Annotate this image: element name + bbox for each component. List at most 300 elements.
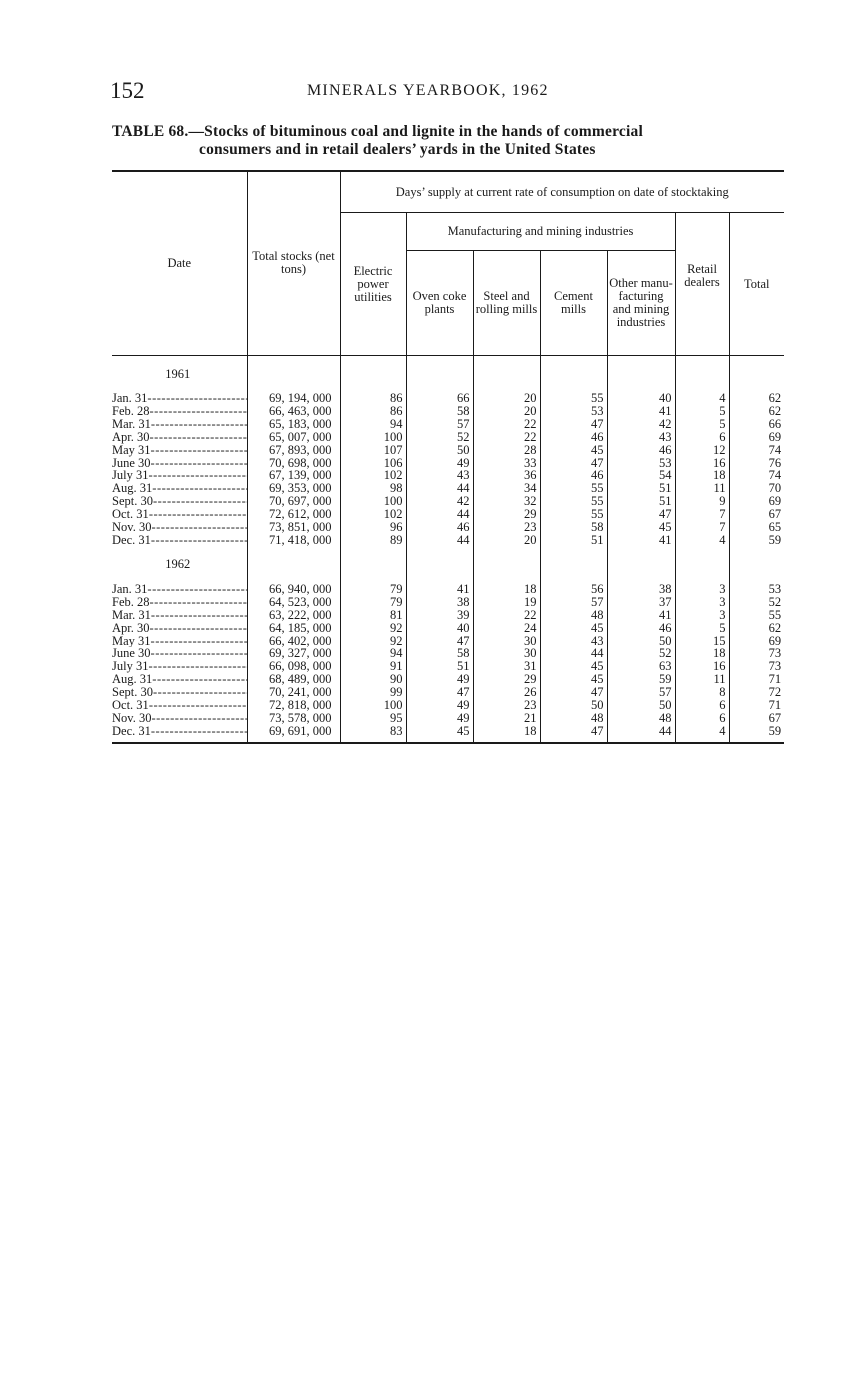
date-cell — [112, 622, 247, 635]
oven-coke-cell: 44 — [406, 534, 473, 547]
cement-mills-cell: 58 — [540, 521, 607, 534]
steel-rolling-cell: 29 — [473, 508, 540, 521]
total-cell: 59 — [729, 725, 784, 743]
date-label: July 31 ----- — [112, 660, 247, 673]
retail-dealers-cell: 3 — [675, 596, 729, 609]
electric-power-cell: 98 — [340, 482, 406, 495]
electric-power-cell: 89 — [340, 534, 406, 547]
other-manufacturing-cell: 57 — [607, 686, 675, 699]
table-row — [112, 431, 784, 444]
cement-mills-cell: 46 — [540, 431, 607, 444]
date-cell — [112, 418, 247, 431]
empty-cell — [607, 356, 675, 393]
electric-power-cell: 100 — [340, 699, 406, 712]
oven-coke-cell: 46 — [406, 521, 473, 534]
electric-power-cell: 91 — [340, 660, 406, 673]
total-stocks-cell: 69, 691, 000 — [247, 725, 340, 743]
electric-power-cell: 95 — [340, 712, 406, 725]
electric-power-cell: 86 — [340, 405, 406, 418]
date-label: Apr. 30 ----- — [112, 622, 247, 635]
oven-coke-cell: 41 — [406, 583, 473, 596]
retail-dealers-cell: 7 — [675, 508, 729, 521]
steel-rolling-cell: 28 — [473, 444, 540, 457]
electric-power-cell: 94 — [340, 418, 406, 431]
running-title: MINERALS YEARBOOK, 1962 — [307, 82, 549, 99]
retail-dealers-cell: 4 — [675, 392, 729, 405]
empty-cell — [540, 547, 607, 583]
steel-rolling-cell: 22 — [473, 418, 540, 431]
total-stocks-cell: 73, 578, 000 — [247, 712, 340, 725]
total-stocks-cell: 70, 241, 000 — [247, 686, 340, 699]
electric-power-cell: 86 — [340, 392, 406, 405]
retail-dealers-cell: 5 — [675, 405, 729, 418]
steel-rolling-cell: 23 — [473, 521, 540, 534]
steel-rolling-cell: 24 — [473, 622, 540, 635]
other-manufacturing-cell: 45 — [607, 521, 675, 534]
date-cell — [112, 635, 247, 648]
header-other-manufacturing: Other manu- facturing and mining industries — [607, 251, 675, 356]
oven-coke-cell: 66 — [406, 392, 473, 405]
header-steel-rolling: Steel and rolling mills — [473, 251, 540, 356]
empty-cell — [247, 547, 340, 583]
header-electric-power: Electric power utilities — [340, 213, 406, 356]
cement-mills-cell: 48 — [540, 712, 607, 725]
date-cell — [112, 609, 247, 622]
retail-dealers-cell: 4 — [675, 725, 729, 743]
empty-cell — [607, 547, 675, 583]
empty-cell — [406, 356, 473, 393]
table-row — [112, 712, 784, 725]
retail-dealers-cell: 5 — [675, 622, 729, 635]
table-row — [112, 495, 784, 508]
table-row — [112, 725, 784, 743]
other-manufacturing-cell: 59 — [607, 673, 675, 686]
date-cell — [112, 469, 247, 482]
retail-dealers-cell: 7 — [675, 521, 729, 534]
total-cell: 59 — [729, 534, 784, 547]
total-cell: 53 — [729, 583, 784, 596]
retail-dealers-cell: 8 — [675, 686, 729, 699]
total-cell: 69 — [729, 635, 784, 648]
date-label: June 30 ----- — [112, 457, 247, 470]
steel-rolling-cell: 21 — [473, 712, 540, 725]
date-cell — [112, 647, 247, 660]
electric-power-cell: 79 — [340, 583, 406, 596]
date-cell — [112, 405, 247, 418]
bottom-rule — [112, 743, 784, 744]
total-stocks-cell: 65, 183, 000 — [247, 418, 340, 431]
total-cell: 65 — [729, 521, 784, 534]
total-cell: 71 — [729, 673, 784, 686]
total-cell: 71 — [729, 699, 784, 712]
other-manufacturing-cell: 41 — [607, 405, 675, 418]
date-cell — [112, 534, 247, 547]
table-row — [112, 534, 784, 547]
date-cell — [112, 660, 247, 673]
other-manufacturing-cell: 40 — [607, 392, 675, 405]
header-days-supply: Days’ supply at current rate of consumption on date of stocktaking — [340, 171, 784, 213]
electric-power-cell: 102 — [340, 469, 406, 482]
retail-dealers-cell: 6 — [675, 431, 729, 444]
stocks-table-container — [112, 170, 784, 744]
retail-dealers-cell: 12 — [675, 444, 729, 457]
cement-mills-cell: 57 — [540, 596, 607, 609]
date-cell — [112, 699, 247, 712]
retail-dealers-cell: 5 — [675, 418, 729, 431]
caption-line-2: consumers and in retail dealers’ yards in the United States — [199, 141, 596, 158]
total-cell: 76 — [729, 457, 784, 470]
cement-mills-cell: 47 — [540, 457, 607, 470]
cement-mills-cell: 55 — [540, 482, 607, 495]
table-row — [112, 609, 784, 622]
table-row — [112, 521, 784, 534]
oven-coke-cell: 58 — [406, 405, 473, 418]
header-oven-coke: Oven coke plants — [406, 251, 473, 356]
table-row — [112, 508, 784, 521]
total-stocks-cell: 66, 098, 000 — [247, 660, 340, 673]
other-manufacturing-cell: 37 — [607, 596, 675, 609]
total-cell: 72 — [729, 686, 784, 699]
year-row — [112, 547, 784, 583]
header-retail-dealers: Retail dealers — [675, 213, 729, 356]
total-stocks-cell: 64, 185, 000 — [247, 622, 340, 635]
oven-coke-cell: 50 — [406, 444, 473, 457]
date-label: May 31 ----- — [112, 635, 247, 648]
table-row — [112, 596, 784, 609]
date-cell — [112, 725, 247, 743]
date-cell — [112, 712, 247, 725]
total-stocks-cell: 70, 697, 000 — [247, 495, 340, 508]
cement-mills-cell: 45 — [540, 660, 607, 673]
oven-coke-cell: 49 — [406, 699, 473, 712]
total-stocks-cell: 67, 893, 000 — [247, 444, 340, 457]
other-manufacturing-cell: 43 — [607, 431, 675, 444]
oven-coke-cell: 49 — [406, 712, 473, 725]
steel-rolling-cell: 32 — [473, 495, 540, 508]
other-manufacturing-cell: 53 — [607, 457, 675, 470]
empty-cell — [729, 356, 784, 393]
steel-rolling-cell: 22 — [473, 609, 540, 622]
header-cement-mills: Cement mills — [540, 251, 607, 356]
steel-rolling-cell: 30 — [473, 647, 540, 660]
header-manufacturing: Manufacturing and mining industries — [406, 213, 675, 251]
date-cell — [112, 482, 247, 495]
other-manufacturing-cell: 38 — [607, 583, 675, 596]
cement-mills-cell: 55 — [540, 392, 607, 405]
table-row — [112, 660, 784, 673]
total-stocks-cell: 64, 523, 000 — [247, 596, 340, 609]
table-caption — [112, 123, 784, 159]
table-row — [112, 405, 784, 418]
cement-mills-cell: 45 — [540, 622, 607, 635]
total-stocks-cell: 70, 698, 000 — [247, 457, 340, 470]
caption-line-1: TABLE 68.—Stocks of bituminous coal and lignite in the hands of commercial — [112, 123, 643, 140]
other-manufacturing-cell: 46 — [607, 622, 675, 635]
cement-mills-cell: 48 — [540, 609, 607, 622]
total-stocks-cell: 69, 327, 000 — [247, 647, 340, 660]
steel-rolling-cell: 20 — [473, 392, 540, 405]
electric-power-cell: 90 — [340, 673, 406, 686]
date-label: Sept. 30 ----- — [112, 686, 247, 699]
date-label: Nov. 30 ----- — [112, 712, 247, 725]
date-label: Sept. 30 ----- — [112, 495, 247, 508]
page-number: 152 — [110, 78, 145, 103]
oven-coke-cell: 43 — [406, 469, 473, 482]
total-cell: 55 — [729, 609, 784, 622]
table-header — [112, 171, 784, 356]
cement-mills-cell: 55 — [540, 508, 607, 521]
date-cell — [112, 673, 247, 686]
cement-mills-cell: 50 — [540, 699, 607, 712]
table-row — [112, 392, 784, 405]
electric-power-cell: 99 — [340, 686, 406, 699]
date-label: Mar. 31 ----- — [112, 418, 247, 431]
retail-dealers-cell: 4 — [675, 534, 729, 547]
table-row — [112, 583, 784, 596]
electric-power-cell: 92 — [340, 622, 406, 635]
retail-dealers-cell: 16 — [675, 660, 729, 673]
oven-coke-cell: 47 — [406, 686, 473, 699]
electric-power-cell: 107 — [340, 444, 406, 457]
empty-cell — [340, 547, 406, 583]
date-label: Dec. 31 ----- — [112, 534, 247, 547]
total-cell: 67 — [729, 712, 784, 725]
empty-cell — [675, 547, 729, 583]
other-manufacturing-cell: 42 — [607, 418, 675, 431]
date-label: Oct. 31 ----- — [112, 699, 247, 712]
other-manufacturing-cell: 51 — [607, 495, 675, 508]
steel-rolling-cell: 23 — [473, 699, 540, 712]
date-label: Aug. 31 ----- — [112, 673, 247, 686]
year-label: 1961 — [165, 366, 191, 381]
date-label: May 31 ----- — [112, 444, 247, 457]
empty-cell — [406, 547, 473, 583]
date-label: Jan. 31 ----- — [112, 392, 247, 405]
oven-coke-cell: 49 — [406, 673, 473, 686]
total-stocks-cell: 68, 489, 000 — [247, 673, 340, 686]
oven-coke-cell: 39 — [406, 609, 473, 622]
date-cell — [112, 521, 247, 534]
cement-mills-cell: 43 — [540, 635, 607, 648]
total-cell: 70 — [729, 482, 784, 495]
electric-power-cell: 83 — [340, 725, 406, 743]
oven-coke-cell: 51 — [406, 660, 473, 673]
date-cell — [112, 686, 247, 699]
retail-dealers-cell: 18 — [675, 647, 729, 660]
other-manufacturing-cell: 41 — [607, 534, 675, 547]
oven-coke-cell: 38 — [406, 596, 473, 609]
date-cell — [112, 508, 247, 521]
empty-cell — [247, 356, 340, 393]
total-cell: 73 — [729, 647, 784, 660]
total-cell: 69 — [729, 431, 784, 444]
header-date: Date — [112, 171, 247, 356]
total-stocks-cell: 67, 139, 000 — [247, 469, 340, 482]
total-stocks-cell: 72, 612, 000 — [247, 508, 340, 521]
empty-cell — [729, 547, 784, 583]
date-label: Dec. 31 ----- — [112, 725, 247, 738]
oven-coke-cell: 58 — [406, 647, 473, 660]
year-row — [112, 356, 784, 393]
retail-dealers-cell: 16 — [675, 457, 729, 470]
table-row — [112, 482, 784, 495]
total-cell: 62 — [729, 622, 784, 635]
electric-power-cell: 102 — [340, 508, 406, 521]
steel-rolling-cell: 34 — [473, 482, 540, 495]
cement-mills-cell: 47 — [540, 686, 607, 699]
total-cell: 62 — [729, 392, 784, 405]
empty-cell — [540, 356, 607, 393]
total-stocks-cell: 65, 007, 000 — [247, 431, 340, 444]
date-cell — [112, 444, 247, 457]
total-stocks-cell: 66, 402, 000 — [247, 635, 340, 648]
table-row — [112, 469, 784, 482]
steel-rolling-cell: 36 — [473, 469, 540, 482]
cement-mills-cell: 45 — [540, 673, 607, 686]
date-label: Feb. 28 ----- — [112, 405, 247, 418]
cement-mills-cell: 47 — [540, 725, 607, 743]
table-row — [112, 635, 784, 648]
retail-dealers-cell: 18 — [675, 469, 729, 482]
cement-mills-cell: 47 — [540, 418, 607, 431]
date-cell — [112, 457, 247, 470]
electric-power-cell: 96 — [340, 521, 406, 534]
total-stocks-cell: 73, 851, 000 — [247, 521, 340, 534]
date-label: Aug. 31 ----- — [112, 482, 247, 495]
other-manufacturing-cell: 63 — [607, 660, 675, 673]
cement-mills-cell: 45 — [540, 444, 607, 457]
steel-rolling-cell: 26 — [473, 686, 540, 699]
table-row — [112, 699, 784, 712]
total-cell: 69 — [729, 495, 784, 508]
total-stocks-cell: 66, 463, 000 — [247, 405, 340, 418]
table-row — [112, 418, 784, 431]
electric-power-cell: 79 — [340, 596, 406, 609]
oven-coke-cell: 47 — [406, 635, 473, 648]
total-stocks-cell: 69, 353, 000 — [247, 482, 340, 495]
cement-mills-cell: 46 — [540, 469, 607, 482]
retail-dealers-cell: 9 — [675, 495, 729, 508]
total-stocks-cell: 72, 818, 000 — [247, 699, 340, 712]
retail-dealers-cell: 11 — [675, 482, 729, 495]
oven-coke-cell: 42 — [406, 495, 473, 508]
empty-cell — [340, 356, 406, 393]
other-manufacturing-cell: 47 — [607, 508, 675, 521]
oven-coke-cell: 40 — [406, 622, 473, 635]
steel-rolling-cell: 30 — [473, 635, 540, 648]
table-row — [112, 457, 784, 470]
steel-rolling-cell: 18 — [473, 725, 540, 743]
steel-rolling-cell: 20 — [473, 405, 540, 418]
electric-power-cell: 100 — [340, 495, 406, 508]
table-row — [112, 673, 784, 686]
steel-rolling-cell: 18 — [473, 583, 540, 596]
total-cell: 73 — [729, 660, 784, 673]
date-label: Mar. 31 ----- — [112, 609, 247, 622]
cement-mills-cell: 56 — [540, 583, 607, 596]
date-label: Jan. 31 ----- — [112, 583, 247, 596]
steel-rolling-cell: 31 — [473, 660, 540, 673]
cement-mills-cell: 53 — [540, 405, 607, 418]
total-stocks-cell: 69, 194, 000 — [247, 392, 340, 405]
cement-mills-cell: 55 — [540, 495, 607, 508]
table-row — [112, 686, 784, 699]
steel-rolling-cell: 29 — [473, 673, 540, 686]
table-body — [112, 356, 784, 743]
empty-cell — [473, 547, 540, 583]
electric-power-cell: 92 — [340, 635, 406, 648]
oven-coke-cell: 49 — [406, 457, 473, 470]
empty-cell — [675, 356, 729, 393]
date-label: June 30 ----- — [112, 647, 247, 660]
table-row — [112, 647, 784, 660]
oven-coke-cell: 44 — [406, 482, 473, 495]
electric-power-cell: 100 — [340, 431, 406, 444]
other-manufacturing-cell: 54 — [607, 469, 675, 482]
other-manufacturing-cell: 48 — [607, 712, 675, 725]
total-stocks-cell: 63, 222, 000 — [247, 609, 340, 622]
other-manufacturing-cell: 46 — [607, 444, 675, 457]
year-label: 1962 — [165, 557, 191, 572]
retail-dealers-cell: 15 — [675, 635, 729, 648]
other-manufacturing-cell: 44 — [607, 725, 675, 743]
total-cell: 52 — [729, 596, 784, 609]
steel-rolling-cell: 19 — [473, 596, 540, 609]
total-cell: 74 — [729, 469, 784, 482]
retail-dealers-cell: 3 — [675, 583, 729, 596]
date-cell — [112, 583, 247, 596]
steel-rolling-cell: 20 — [473, 534, 540, 547]
date-cell — [112, 596, 247, 609]
stocks-table — [112, 170, 784, 744]
electric-power-cell: 81 — [340, 609, 406, 622]
electric-power-cell: 106 — [340, 457, 406, 470]
retail-dealers-cell: 6 — [675, 699, 729, 712]
total-cell: 66 — [729, 418, 784, 431]
date-cell — [112, 431, 247, 444]
date-label: Feb. 28 ----- — [112, 596, 247, 609]
date-cell — [112, 392, 247, 405]
date-label: Oct. 31 ----- — [112, 508, 247, 521]
empty-cell — [473, 356, 540, 393]
other-manufacturing-cell: 51 — [607, 482, 675, 495]
retail-dealers-cell: 11 — [675, 673, 729, 686]
oven-coke-cell: 57 — [406, 418, 473, 431]
total-cell: 67 — [729, 508, 784, 521]
oven-coke-cell: 44 — [406, 508, 473, 521]
other-manufacturing-cell: 50 — [607, 699, 675, 712]
date-cell — [112, 495, 247, 508]
table-row — [112, 444, 784, 457]
date-label: July 31 ----- — [112, 469, 247, 482]
header-total-stocks: Total stocks (net tons) — [247, 171, 340, 356]
retail-dealers-cell: 3 — [675, 609, 729, 622]
table-row — [112, 622, 784, 635]
cement-mills-cell: 51 — [540, 534, 607, 547]
steel-rolling-cell: 33 — [473, 457, 540, 470]
total-stocks-cell: 66, 940, 000 — [247, 583, 340, 596]
total-cell: 74 — [729, 444, 784, 457]
total-cell: 62 — [729, 405, 784, 418]
date-label: Nov. 30 ----- — [112, 521, 247, 534]
other-manufacturing-cell: 52 — [607, 647, 675, 660]
other-manufacturing-cell: 50 — [607, 635, 675, 648]
cement-mills-cell: 44 — [540, 647, 607, 660]
electric-power-cell: 94 — [340, 647, 406, 660]
other-manufacturing-cell: 41 — [607, 609, 675, 622]
oven-coke-cell: 45 — [406, 725, 473, 743]
retail-dealers-cell: 6 — [675, 712, 729, 725]
